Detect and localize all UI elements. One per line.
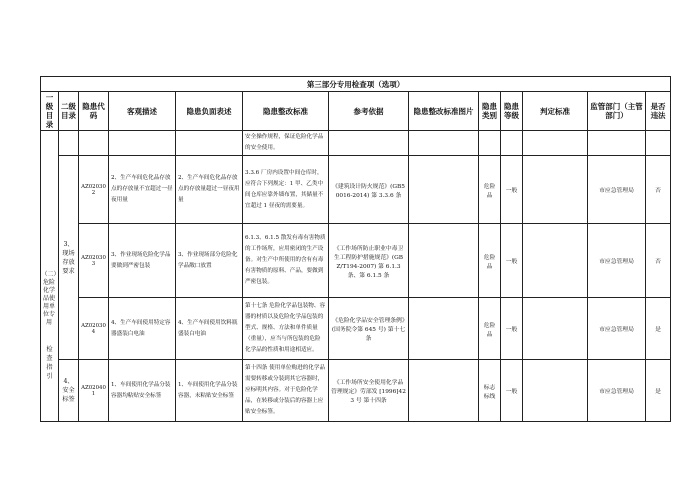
cell: [588, 131, 646, 156]
group-label: （二）危险化学品使用单位专用: [41, 271, 57, 326]
header-cell: 隐患整改标准: [243, 92, 329, 131]
hazard-category: 危险品: [479, 224, 501, 298]
header-cell: 监管部门（主管部门）: [588, 92, 646, 131]
reference-basis: 《工作场所防止职业中毒卫生工程防护措施规范》(GBZ/T194-2007) 第 6.1.3 条、第 6.1.5 条: [329, 224, 409, 298]
supervising-dept: 市应急管理局: [588, 156, 646, 224]
objective-desc: 2、生产车间危化品存放点的存放量不宜超过一昼夜用量: [109, 156, 176, 224]
table-row: [41, 156, 671, 224]
negative-desc: 2、生产车间危化品存放点的存放量超过一昼夜用量: [176, 156, 243, 224]
objective-desc: 1、车间使用化学品分装容器均粘贴安全标签: [109, 360, 176, 422]
header-cell: 客观描述: [109, 92, 176, 131]
hazard-code: AZ020302: [79, 156, 109, 224]
negative-desc: 1、车间使用化学品分装容器，未粘贴安全标签: [176, 360, 243, 422]
hazard-category: 危险品: [479, 156, 501, 224]
header-cell: 一级目录: [41, 92, 59, 131]
header-cell: 隐患等级: [501, 92, 523, 131]
cell: [409, 131, 479, 156]
cell: [523, 131, 588, 156]
header-cell: 二级目录: [59, 92, 79, 131]
rectify-standard: 第十四条 使用单位购进的化学品需要转移或分装到其它容器时，应标明其内容。对于危险化学品，在转移或分装后的容器上应贴安全标签。: [243, 360, 329, 422]
criteria: [523, 298, 588, 360]
standard-image: [409, 156, 479, 224]
hazard-code: AZ020401: [79, 360, 109, 422]
table-row: [41, 298, 671, 360]
table-row: [41, 131, 671, 156]
negative-desc: 3、作业现场部分危险化学品敞口放置: [176, 224, 243, 298]
header-cell: 隐患类别: [479, 92, 501, 131]
table-row: [41, 360, 671, 422]
reference-basis: 《危险化学品安全管理条例》(国务院令第 645 号) 第十七条: [329, 298, 409, 360]
criteria: [523, 360, 588, 422]
supervising-dept: 市应急管理局: [588, 224, 646, 298]
hazard-category: 危险品: [479, 298, 501, 360]
hazard-code: AZ020304: [79, 298, 109, 360]
sub-category-cell: 4、安全标签: [59, 360, 79, 422]
objective-desc: 3、作业现场危险化学品要做到严密包装: [109, 224, 176, 298]
hazard-grade: 一般: [501, 224, 523, 298]
header-cell: 是否违法: [646, 92, 671, 131]
criteria: [523, 224, 588, 298]
cell: [646, 131, 671, 156]
rectify-standard: 6.1.3、6.1.5 散发有毒有害物质的工作场所，应用密闭的生产设备。对生产中所使用的含有有毒有害物质的原料、产品，要做到严密包装。: [243, 224, 329, 298]
supervising-dept: 市应急管理局: [588, 298, 646, 360]
header-cell: 隐患代码: [79, 92, 109, 131]
is-illegal: 否: [646, 224, 671, 298]
cell: [109, 131, 176, 156]
reference-basis: 《建筑设计防火规范》(GB50016-2014) 第 3.3.6 条: [329, 156, 409, 224]
reference-basis: 《工作场所安全使用化学品管理规定》劳部发 [1996]423 号 第十四条: [329, 360, 409, 422]
table-title: 第三部分专用检查项（选项）: [41, 77, 671, 92]
level1-cell: 检查指引: [41, 131, 59, 422]
cell: [501, 131, 523, 156]
cell: [59, 131, 79, 156]
criteria: [523, 156, 588, 224]
negative-desc: 4、生产车间使用饮料瓶盛装白电油: [176, 298, 243, 360]
inspection-table: [40, 76, 671, 422]
rectify-standard: 第十七条 危险化学品包装物、容器的材质以及危险化学品包装的型式、规格、方法和单件质量（重量），应当与所包装的危险化学品的性质和用途相适应。: [243, 298, 329, 360]
checklist-sheet: [40, 76, 670, 422]
standard-image: [409, 298, 479, 360]
table-row: [41, 224, 671, 298]
header-row: [41, 92, 671, 131]
is-illegal: 是: [646, 360, 671, 422]
objective-desc: 4、生产车间使用特定容器盛装白电油: [109, 298, 176, 360]
cell: [479, 131, 501, 156]
standard-image: [409, 360, 479, 422]
title-row: [41, 77, 671, 92]
hazard-grade: 一般: [501, 156, 523, 224]
is-illegal: 是: [646, 298, 671, 360]
header-cell: 判定标准: [523, 92, 588, 131]
hazard-category: 标志标线: [479, 360, 501, 422]
header-cell: 隐患负面表述: [176, 92, 243, 131]
hazard-grade: 一般: [501, 360, 523, 422]
hazard-code: AZ020303: [79, 224, 109, 298]
cell: [79, 131, 109, 156]
header-cell: 隐患整改标准图片: [409, 92, 479, 131]
hazard-grade: 一般: [501, 298, 523, 360]
sub-category-cell: 3、现场存放要求: [59, 156, 79, 360]
cell: [329, 131, 409, 156]
standard-image: [409, 224, 479, 298]
cell: [176, 131, 243, 156]
is-illegal: 否: [646, 156, 671, 224]
top-note: 安全操作规程，保证危险化学品的安全使用。: [243, 131, 329, 156]
header-cell: 参考依据: [329, 92, 409, 131]
supervising-dept: 市应急管理局: [588, 360, 646, 422]
rectify-standard: 3.3.6 厂房内设置中间仓库时，应符合下列规定：1 甲、乙类中间仓库应靠外墙布置，其储量不宜超过 1 昼夜的需要量。: [243, 156, 329, 224]
